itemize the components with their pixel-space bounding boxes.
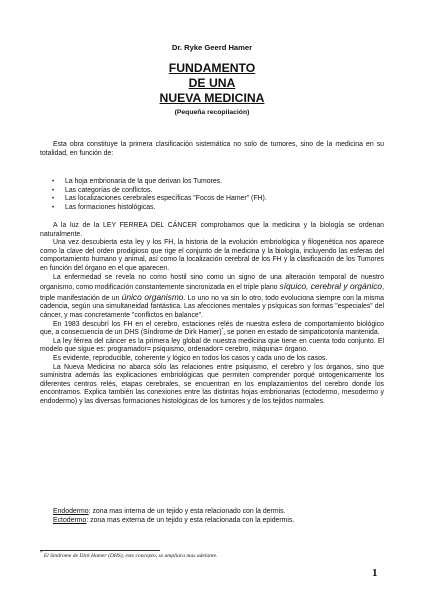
list-item: • Las categorías de conflictos.: [52, 186, 153, 194]
term-endodermo: Endodermo: [53, 508, 89, 515]
bullet-icon: •: [52, 179, 55, 185]
paragraph-descubierta: Una vez descubierta esta ley y los FH, la historia de la evolución embriológica y filogenética nos aparece como la clave del orden prodigioso que rige el conjunto de la medicina y la biología, incluyendo las esferas del comportamiento humano y animal, así como la localización cerebral de los FH y la clasificación de los Tumores en función del órgano en el que aparecen.: [40, 239, 384, 272]
footnote-divider: [40, 550, 160, 551]
main-body: [40, 222, 384, 406]
definitions: [40, 508, 384, 525]
intro-paragraph: [40, 141, 384, 158]
term-ectodermo: Ectodermo: [53, 516, 87, 524]
bullet-icon: •: [52, 196, 55, 203]
title-line-1: FUNDAMENTO: [168, 61, 256, 75]
emphasis-planes: síquico, cerebral y orgánico: [279, 281, 383, 292]
paragraph-1983: En 1983 descubrí los FH en el cerebro, estaciones relés de nuestra esfera de comportamiento biológico que, a consecuencia de un DHS (Síndrome de Dirk Hamer)*, se ponen en estado de simpaticotonía mantenida.: [40, 320, 384, 337]
paragraph-ley-ferrea: La ley férrea del cáncer es la primera ley global de nuestra medicina que tiene en cuenta todo conjunto. El modelo que sigue es: programador= psiquismo, ordenador= cerebro, máquina= órgano.: [40, 337, 384, 354]
bullet-icon: •: [52, 187, 55, 194]
title-line-2: DE UNA: [188, 76, 236, 90]
footnote: * El Síndrome de Dirk Hamer (DHS), este concepto, se ampliara mas adelante.: [40, 550, 218, 559]
list-item: • Las formaciones histológicas.: [52, 204, 156, 212]
list-item: • Las localizaciones cerebrales específicas "Focos de Hamer" (FH).: [52, 195, 267, 203]
list-item: • La hoja embrionaria de la que derivan los Tumores.: [52, 178, 223, 185]
paragraph-evidente: Es evidente, reproducible, coherente y lógico en todos los casos y cada uno de los casos.: [53, 354, 328, 362]
author: Dr. Ryke Geerd Hamer: [171, 43, 253, 52]
footnote-marker: *: [221, 326, 224, 332]
criteria-list: [52, 178, 382, 213]
emphasis-unico: único organismo: [121, 291, 184, 302]
definition-ectodermo: Ectodermo: zona mas externa de un tejido y esta relacionada con la epidermis.: [53, 516, 295, 524]
paragraph-ley: A la luz de la LEY FERREA DEL CÁNCER comprobamos que la medicina y la biología se ordenan naturalmente.: [40, 222, 384, 238]
bullet-icon: •: [52, 205, 55, 212]
page-number: 1: [372, 567, 378, 579]
title-line-3: NUEVA MEDICINA: [159, 91, 265, 105]
intro-text: Esta obra constituye la primera clasificación sistemática no solo de tumores, sino de la medicina en su totalidad, en función de:: [40, 141, 384, 157]
subtitle: (Pequeña recopilación): [174, 109, 250, 116]
paragraph-enfermedad: La enfermedad se revela no como hostil sino como un signo de una alteración temporal de nuestro organismo, como modificación constantemente sincronizada en el triple plano síquico, cerebral y orgánico, triple manifestación de un único organismo. Lo uno no va sin lo otro, todo evoluciona siempre con la misma cadencia, según una simultaneidad fantástica. Las afecciones mentales y psíquicas son formas "especiales" del cáncer, y mas concretamente "conflictos en balance".: [40, 273, 384, 319]
definition-endodermo: Endodermo: zona mas interna de un tejido y esta relacionado con la dermis.: [53, 508, 286, 515]
paragraph-nueva-medicina: La Nueva Medicina no abarca sólo las relaciones entre psiquismo, el cerebro y los órganos, sino que suministra además las explicaciones embriológicas que permiten comprender porqué ontogenicamente los diferentes centros relés, etapas cerebrales, se encuentran en los emplazamientos del cerebro donde los encontramos. Explica también las conexiones entre las distintas hojas embrionarias (ectodermo, mesodermo y endodermo) y las diversas formaciones histológicas de los tumores y de los tejidos normales.: [40, 363, 384, 405]
